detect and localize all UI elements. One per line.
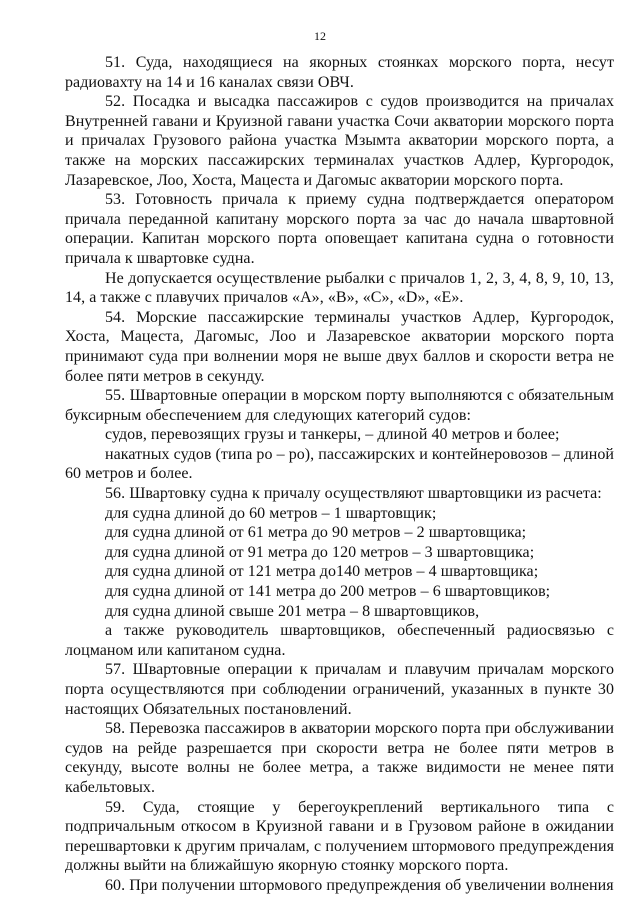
document-body — [65, 53, 614, 896]
paragraph-56-item-4: для судна длиной от 121 метра до140 метров – 4 швартовщика; — [105, 563, 539, 581]
paragraph-56-item-2: для судна длиной от 61 метра до 90 метров – 2 швартовщика; — [105, 524, 527, 542]
paragraph-56-item-6: для судна длиной свыше 201 метра – 8 швартовщиков, — [105, 602, 480, 620]
paragraph-56-item-7: а также руководитель швартовщиков, обеспеченный радиосвязью с лоцманом или капитаном судна. — [65, 622, 614, 659]
paragraph-fishing-ban: Не допускается осуществление рыбалки с причалов 1, 2, 3, 4, 8, 9, 10, 13, 14, а также с плавучих причалов «А», «В», «С», «D», «Е». — [65, 269, 614, 307]
paragraph-60: 60. При получении штормового предупреждения об увеличении волнения — [105, 876, 614, 894]
paragraph-53: 53. Готовность причала к приему судна подтверждается оператором причала переданной капитану морского порта за час до начала швартовной операции. Капитан морского порта оповещает капитана судна о готовности причала к швартовке судна. — [65, 191, 614, 267]
paragraph-55-item-2: накатных судов (типа ро – ро), пассажирских и контейнеровозов – длиной 60 метров и более. — [65, 445, 614, 483]
paragraph-55: 55. Швартовные операции в морском порту выполняются с обязательным буксирным обеспечением для следующих категорий судов: — [65, 387, 614, 424]
paragraph-56-item-3: для судна длиной от 91 метра до 120 метров – 3 швартовщика; — [105, 543, 535, 561]
paragraph-54: 54. Морские пассажирские терминалы участков Адлер, Кургородок, Хоста, Мацеста, Дагомыс, Лоо и Лазаревское акватории морского порта принимают суда при волнении моря не выше двух баллов и скорости ветра не более пяти метров в секунду. — [65, 308, 614, 385]
paragraph-56-item-5: для судна длиной от 141 метра до 200 метров – 6 швартовщиков; — [105, 583, 551, 601]
paragraph-56-item-1: для судна длиной до 60 метров – 1 швартовщик; — [105, 504, 437, 522]
paragraph-51: 51. Суда, находящиеся на якорных стоянках морского порта, несут радиовахту на 14 и 16 каналах связи ОВЧ. — [65, 54, 614, 91]
paragraph-58: 58. Перевозка пассажиров в акватории морского порта при обслуживании судов на рейде разрешается при скорости ветра не более пяти метров в секунду, высоте волны не более метра, а также видимости не менее пяти кабельтовых. — [65, 720, 614, 796]
paragraph-52: 52. Посадка и высадка пассажиров с судов производится на причалах Внутренней гавани и Круизной гавани участка Сочи акватории морского порта и причалах Грузового района участка Мзымта акватории морского порта, а также на морских пассажирских терминалах участков Адлер, Кургородок, Лазаревское, Лоо, Хоста, Мацеста и Дагомыс акватории морского порта. — [65, 93, 614, 189]
paragraph-57: 57. Швартовные операции к причалам и плавучим причалам морского порта осуществляются при соблюдении ограничений, указанных в пункте 30 настоящих Обязательных постановлений. — [65, 661, 614, 718]
paragraph-55-item-1: судов, перевозящих грузы и танкеры, – длиной 40 метров и более; — [105, 426, 560, 444]
paragraph-59: 59. Суда, стоящие у берегоукреплений вертикального типа с подпричальным откосом в Круизной гавани и в Грузовом районе в ожидании перешвартовки к другим причалам, с получением штормового предупреждения должны выйти на ближайшую якорную стоянку морского порта. — [65, 798, 614, 875]
page-number: 12 — [314, 29, 326, 43]
paragraph-56: 56. Швартовку судна к причалу осуществляют швартовщики из расчета: — [105, 485, 602, 503]
